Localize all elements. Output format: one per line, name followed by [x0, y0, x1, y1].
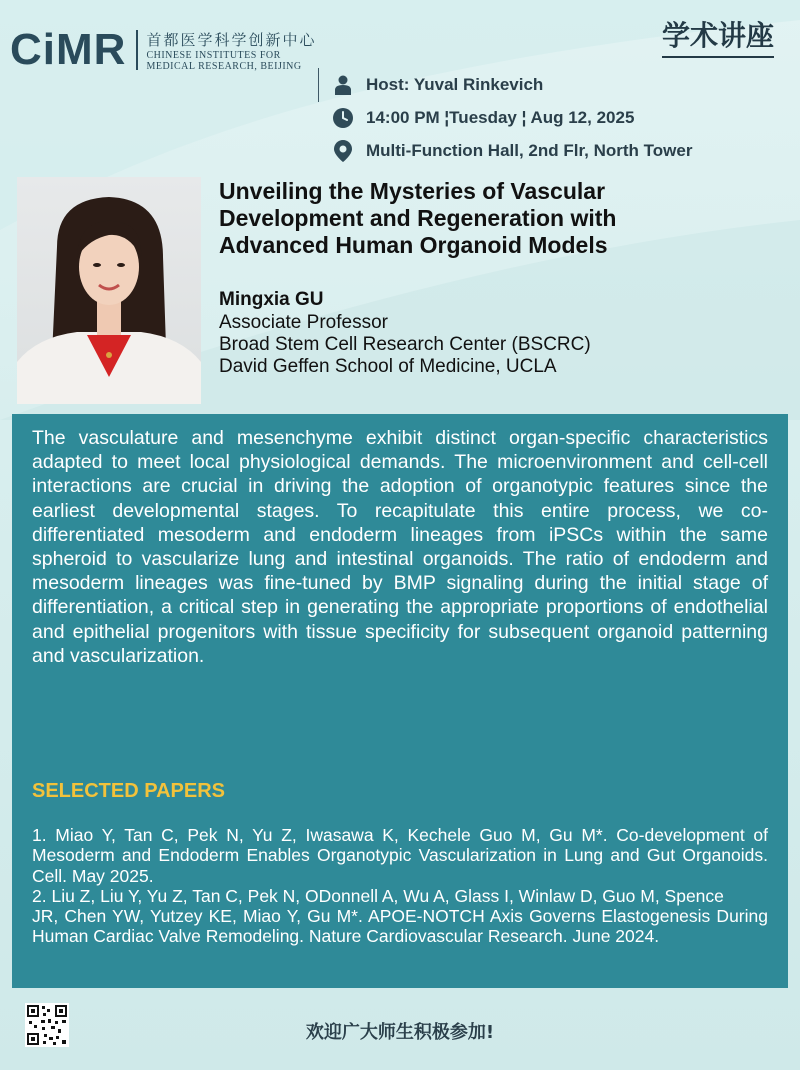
speaker-info [219, 288, 591, 378]
abstract-text: The vasculature and mesenchyme exhibit distinct organ-specific characteristics adapted to meet local physiological demands. The microenvironment and cell-cell interactions are crucial in driving the adoption of organotypic features since the earliest developmental stages. To recapitulate this entire process, we co- differentiated mesoderm and endoderm lineages from iPSCs within the same spheroid to vascularize lung and intestinal organoids. The ratio of endoderm and mesoderm lineages was fine-tuned by BMP signaling during the initial stage of differentiation, a critical step in generating the appropriate proportions of endothelial and epithelial progenitors with tissue specificity for subsequent organoid patterning and vascularization. [32, 427, 768, 667]
papers-list [32, 825, 768, 947]
talk-title-line2: Development and Regeneration with [219, 205, 617, 231]
location-text: Multi-Function Hall, 2nd Flr, North Tower [366, 140, 693, 160]
host-row [332, 68, 692, 101]
time-row [332, 101, 692, 134]
selected-papers-heading: SELECTED PAPERS [32, 780, 225, 802]
location-row [332, 134, 692, 167]
event-info [332, 68, 692, 167]
lecture-tag: 学术讲座 [662, 14, 774, 58]
person-icon [332, 74, 354, 96]
host-text: Host: Yuval Rinkevich [366, 74, 544, 94]
location-pin-icon [332, 140, 354, 162]
paper-item-continued: JR, Chen YW, Yutzey KE, Miao Y, Gu M*. APOE-NOTCH Axis Governs Elastogenesis During Human Cardiac Valve Remodeling. Nature Cardiovascular Research. June 2024. [32, 906, 768, 947]
speaker-school: David Geffen School of Medicine, UCLA [219, 356, 557, 377]
speaker-center: Broad Stem Cell Research Center (BSCRC) [219, 334, 591, 355]
clock-icon [332, 107, 354, 129]
info-divider [318, 68, 319, 102]
logo-divider [136, 30, 138, 70]
logo-text [146, 29, 316, 72]
speaker-photo [17, 177, 201, 404]
time-text: 14:00 PM ¦Tuesday ¦ Aug 12, 2025 [366, 107, 635, 127]
cimr-logo [10, 25, 317, 74]
logo-english-line1: CHINESE INSTITUTES FOR [146, 49, 281, 61]
speaker-name: Mingxia GU [219, 289, 324, 310]
content-panel [12, 414, 788, 988]
logo-english-line2: MEDICAL RESEARCH, BEIJING [146, 60, 302, 72]
speaker-position: Associate Professor [219, 312, 388, 333]
talk-title-line3: Advanced Human Organoid Models [219, 232, 608, 258]
welcome-footer: 欢迎广大师生积极参加! [305, 1022, 495, 1043]
talk-title [219, 178, 719, 259]
paper-item: 2. Liu Z, Liu Y, Yu Z, Tan C, Pek N, ODonnell A, Wu A, Glass I, Winlaw D, Guo M, Spence [32, 885, 724, 906]
paper-item: 1. Miao Y, Tan C, Pek N, Yu Z, Iwasawa K, Kechele Guo M, Gu M*. Co-development of Mesoderm and Endoderm Enables Organotypic Vascularization in Lung and Gut Organoids. Cell. May 2025. [32, 825, 768, 886]
logo-mark: CiMR [10, 25, 127, 74]
talk-title-line1: Unveiling the Mysteries of Vascular [219, 178, 606, 204]
logo-chinese-name: 首都医学科学创新中心 [146, 30, 317, 49]
